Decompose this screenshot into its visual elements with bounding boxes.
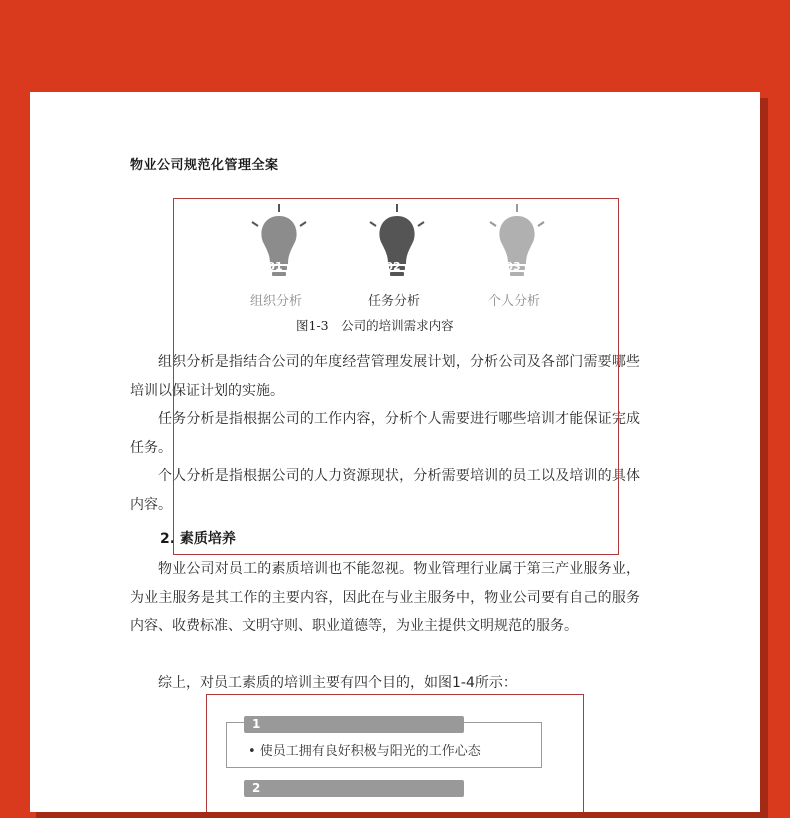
bulb-number: 02 [385, 260, 401, 273]
figure2-item-number: 1 [244, 716, 464, 733]
highlight-box [173, 198, 619, 555]
body-paragraph: 任务分析是指根据公司的工作内容，分析个人需要进行哪些培训才能保证完成任务。 [130, 411, 640, 456]
bulb-number: 03 [505, 260, 521, 273]
bulb-label: 任务分析 [367, 294, 420, 309]
body-paragraph: 综上，对员工素质的培训主要有四个目的，如图1-4所示： [158, 675, 517, 691]
body-paragraph: 物业公司对员工的素质培训也不能忽视。物业管理行业属于第三产业服务业，为业主服务是其工作的主要内容，因此在与业主服务中，物业公司要有自己的服务内容、收费标准、文明守则、职业道德等，为业主提供文明规范的服务。 [130, 561, 640, 634]
body-paragraph: 组织分析是指结合公司的年度经营管理发展计划，分析公司及各部门需要哪些培训以保证计划的实施。 [130, 354, 640, 399]
section-subheading: 2. 素质培养 [160, 531, 236, 547]
body-paragraph: 个人分析是指根据公司的人力资源现状，分析需要培训的员工以及培训的具体内容。 [130, 468, 640, 513]
running-header: 物业公司规范化管理全案 [130, 158, 279, 173]
figure2-item-number: 2 [244, 780, 464, 797]
document-page [30, 92, 760, 812]
figure-caption: 图1-3 公司的培训需求内容 [296, 318, 454, 333]
bulb-label: 个人分析 [487, 294, 540, 309]
bulb-label: 组织分析 [249, 294, 302, 309]
figure2-item-text: • 使员工拥有良好积极与阳光的工作心态 [248, 744, 481, 759]
bulb-number: 01 [267, 260, 283, 273]
